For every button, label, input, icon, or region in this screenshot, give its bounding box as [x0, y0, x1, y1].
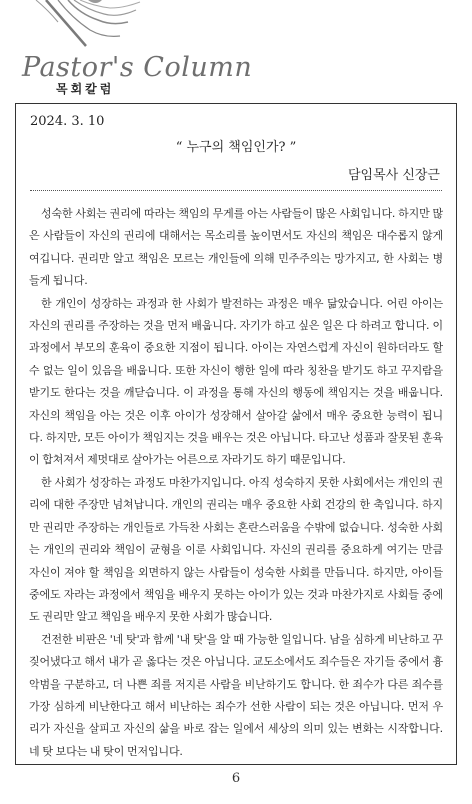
article-paragraph: 건전한 비판은 '네 탓'과 함께 '내 탓'을 알 때 가능한 일입니다. 남을 심하게 비난하고 꾸짖어냈다고 해서 내가 곧 옳다는 것은 아닙니다. 교도소에서도 죄수들은 자기들 중에서 흉악범을 구분하고, 더 나쁜 죄를 저지른 사람을 비난하기도 합니다. 한 죄수가 다른 죄수를 가장 심하게 비난한다고 해서 비난하는 죄수가 선한 사람이 되는 것은 아닙니다. 먼저 우리가 자신을 살피고 자신의 삶을 바로 잡는 일에서 세상의 의미 있는 변화는 시작합니다. 네 탓 보다는 내 탓이 먼저입니다. [29, 632, 443, 758]
article-body [29, 203, 443, 763]
dotted-divider [30, 190, 442, 191]
article-date: 2024. 3. 10 [30, 114, 105, 129]
column-brand-title: Pastor's Column [22, 52, 253, 83]
article-title: “ 누구의 책임인가? ” [175, 140, 297, 155]
quill-logo-icon [28, 0, 148, 48]
column-brand-subtitle: 목회칼럼 [56, 82, 115, 96]
article-paragraph: 한 사회가 성장하는 과정도 마찬가지입니다. 아직 성숙하지 못한 사회에서는 개인의 권리에 대한 주장만 넘쳐납니다. 개인의 권리는 매우 중요한 사회 건강의 한 축입니다. 하지만 권리만 주장하는 개인들로 가득찬 사회는 혼란스러움을 수밖에 없습니다. 성숙한 사회는 개인의 권리와 책임이 균형을 이룬 사회입니다. 자신의 권리를 중요하게 여기는 만큼 자신이 져야 할 책임을 외면하지 않는 사람들이 성숙한 사회를 만듭니다. 하지만, 아이들 중에도 자라는 과정에서 책임을 배우지 못하는 아이가 있는 것과 마찬가지로 사회들 중에도 권리만 알고 책임을 배우지 못한 사회가 많습니다. [29, 475, 443, 624]
article-paragraph: 한 개인이 성장하는 과정과 한 사회가 발전하는 과정은 매우 닮았습니다. 어린 아이는 자신의 권리를 주장하는 것을 먼저 배웁니다. 자기가 하고 싶은 일은 다 하려고 합니다. 이 과정에서 부모의 훈육이 중요한 지점이 됩니다. 아이는 자연스럽게 자신이 원하더라도 할 수 없는 일이 있음을 배웁니다. 또한 자신이 행한 일에 따라 칭찬을 받기도 하고 꾸지람을 받기도 한다는 것을 깨닫습니다. 이 과정을 통해 자신의 행동에 책임지는 것을 배웁니다. 자신의 책임을 아는 것은 이후 아이가 성장해서 살아갈 삶에서 매우 중요한 능력이 됩니다. 하지만, 모든 아이가 책임지는 것을 배우는 것은 아닙니다. 타고난 성품과 잘못된 훈육이 합쳐져서 제멋대로 살아가는 어른으로 자라기도 하기 때문입니다. [29, 296, 443, 467]
article-paragraph: 성숙한 사회는 권리에 따라는 책임의 무게를 아는 사람들이 많은 사회입니다. 하지만 많은 사람들이 자신의 권리에 대해서는 목소리를 높이면서도 자신의 책임은 대수롭지 않게 여깁니다. 권리만 알고 책임은 모르는 개인들에 의해 민주주의는 망가지고, 한 사회는 병들게 됩니다. [29, 207, 443, 288]
article-author: 담임목사 신장근 [347, 168, 440, 183]
column-header [0, 0, 472, 100]
page-number: 6 [231, 771, 241, 786]
article-frame [15, 103, 457, 765]
